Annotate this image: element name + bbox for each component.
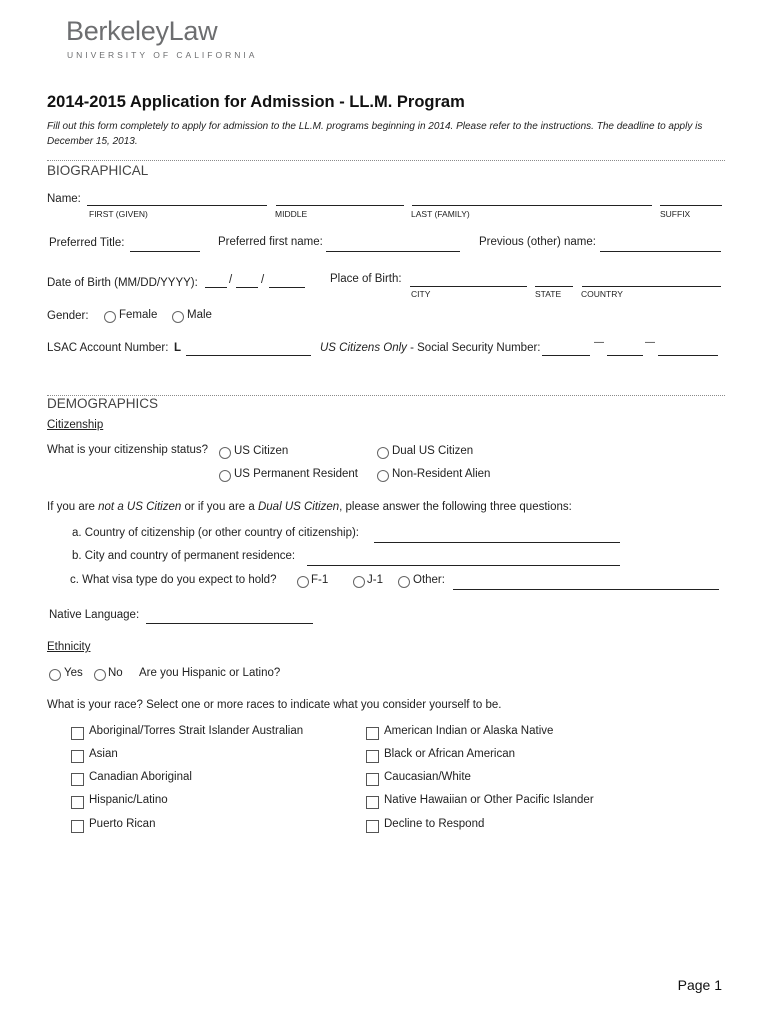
dob-label: Date of Birth (MM/DD/YYYY):: [47, 277, 198, 289]
lsac-number-field[interactable]: [186, 355, 311, 356]
permanent-residence-field[interactable]: [307, 565, 620, 566]
birth-state-field[interactable]: [535, 286, 573, 287]
ethnicity-question: Are you Hispanic or Latino?: [139, 667, 281, 679]
preferred-title-field[interactable]: [130, 251, 200, 252]
gender-label: Gender:: [47, 310, 89, 322]
preferred-first-name-field[interactable]: [326, 251, 460, 252]
race-option-label: Black or African American: [384, 748, 516, 760]
ethnicity-no-label: No: [108, 667, 123, 679]
race-checkbox[interactable]: [366, 796, 379, 809]
birth-city-caption: CITY: [411, 289, 431, 299]
native-language-label: Native Language:: [49, 609, 140, 621]
us-citizen-label: US Citizen: [234, 445, 289, 457]
us-permanent-resident-label: US Permanent Resident: [234, 468, 359, 480]
visa-other-label: Other:: [413, 574, 445, 586]
native-language-field[interactable]: [146, 623, 313, 624]
cond-text: or if you are a: [181, 501, 258, 513]
page-number: Page 1: [677, 977, 722, 993]
race-checkbox[interactable]: [71, 820, 84, 833]
ethnicity-yes-radio[interactable]: [49, 669, 61, 681]
ssn-italic-text: US Citizens Only: [320, 342, 407, 354]
citizenship-question: What is your citizenship status?: [47, 444, 209, 456]
gender-male-radio[interactable]: [172, 311, 184, 323]
race-option-label: Native Hawaiian or Other Pacific Islander: [384, 794, 594, 806]
visa-other-field[interactable]: [453, 589, 719, 590]
race-option-label: Decline to Respond: [384, 818, 485, 830]
non-resident-alien-label: Non-Resident Alien: [392, 468, 491, 480]
dob-day-field[interactable]: [236, 287, 258, 288]
preferred-first-name-label: Preferred first name:: [218, 236, 323, 248]
conditional-instructions: [47, 501, 572, 513]
visa-j1-radio[interactable]: [353, 576, 365, 588]
race-question: What is your race? Select one or more races to indicate what you consider yourself to be.: [47, 699, 502, 711]
race-checkbox[interactable]: [71, 773, 84, 786]
race-checkbox[interactable]: [71, 796, 84, 809]
dual-us-citizen-label: Dual US Citizen: [392, 445, 474, 457]
middle-name-caption: MIDDLE: [275, 209, 308, 219]
dual-us-citizen-radio[interactable]: [377, 447, 389, 459]
first-name-caption: FIRST (GIVEN): [89, 209, 148, 219]
birth-country-field[interactable]: [582, 286, 721, 287]
race-checkbox[interactable]: [366, 820, 379, 833]
birth-city-field[interactable]: [410, 286, 527, 287]
question-a-label: a. Country of citizenship (or other country of citizenship):: [72, 527, 359, 539]
first-name-field[interactable]: [87, 205, 267, 206]
visa-f1-label: F-1: [311, 574, 329, 586]
gender-female-label: Female: [119, 309, 158, 321]
lsac-prefix: L: [174, 342, 182, 354]
cond-text: If you are: [47, 501, 99, 513]
visa-f1-radio[interactable]: [297, 576, 309, 588]
race-checkbox[interactable]: [366, 727, 379, 740]
lsac-label: LSAC Account Number:: [47, 342, 169, 354]
ethnicity-no-radio[interactable]: [94, 669, 106, 681]
ssn-dash: —: [594, 337, 604, 348]
previous-name-field[interactable]: [600, 251, 721, 252]
gender-male-label: Male: [187, 309, 212, 321]
dob-separator: /: [229, 274, 233, 286]
preferred-title-label: Preferred Title:: [49, 237, 125, 249]
ssn-part2-field[interactable]: [607, 355, 643, 356]
race-checkbox[interactable]: [71, 727, 84, 740]
ssn-part1-field[interactable]: [542, 355, 590, 356]
us-permanent-resident-radio[interactable]: [219, 470, 231, 482]
ssn-label-text: - Social Security Number:: [406, 342, 541, 354]
ssn-dash: —: [645, 337, 655, 348]
us-citizen-radio[interactable]: [219, 447, 231, 459]
name-label: Name:: [47, 193, 81, 205]
visa-other-radio[interactable]: [398, 576, 410, 588]
page-title: 2014-2015 Application for Admission - LL.M. Program: [47, 93, 465, 111]
cond-text: , please answer the following three questions:: [339, 501, 572, 513]
race-option-label: Puerto Rican: [89, 818, 156, 830]
ssn-label: [320, 342, 541, 354]
birth-country-caption: COUNTRY: [581, 289, 623, 299]
last-name-caption: LAST (FAMILY): [411, 209, 470, 219]
dob-separator: /: [261, 274, 265, 286]
race-option-label: Caucasian/White: [384, 771, 471, 783]
dob-year-field[interactable]: [269, 287, 305, 288]
birth-state-caption: STATE: [535, 289, 562, 299]
race-option-label: Aboriginal/Torres Strait Islander Australian: [89, 725, 304, 737]
section-heading-biographical: BIOGRAPHICAL: [47, 163, 149, 178]
country-of-citizenship-field[interactable]: [374, 542, 620, 543]
intro-text: Fill out this form completely to apply for admission to the LL.M. programs beginning in 2014. Please refer to the instructions. The deadline to apply is December 15, 2013.: [47, 121, 703, 147]
non-resident-alien-radio[interactable]: [377, 470, 389, 482]
ethnicity-yes-label: Yes: [64, 667, 83, 679]
question-b-label: b. City and country of permanent residence:: [72, 550, 296, 562]
race-option-label: American Indian or Alaska Native: [384, 725, 554, 737]
race-option-label: Canadian Aboriginal: [89, 771, 192, 783]
gender-female-radio[interactable]: [104, 311, 116, 323]
race-checkbox[interactable]: [366, 773, 379, 786]
last-name-field[interactable]: [412, 205, 652, 206]
cond-italic: not a US Citizen: [98, 501, 182, 513]
question-c-label: c. What visa type do you expect to hold?: [70, 574, 277, 586]
section-divider: [47, 160, 725, 161]
dob-month-field[interactable]: [205, 287, 227, 288]
place-of-birth-label: Place of Birth:: [330, 273, 402, 285]
visa-j1-label: J-1: [367, 574, 383, 586]
ethnicity-heading: Ethnicity: [47, 641, 91, 653]
logo-subtitle: UNIVERSITY OF CALIFORNIA: [67, 50, 258, 60]
previous-name-label: Previous (other) name:: [479, 236, 596, 248]
suffix-field[interactable]: [660, 205, 722, 206]
cond-italic: Dual US Citizen: [257, 501, 340, 513]
citizenship-heading: Citizenship: [47, 419, 104, 431]
section-heading-demographics: DEMOGRAPHICS: [47, 396, 159, 411]
race-option-label: Hispanic/Latino: [89, 794, 168, 806]
race-checkbox[interactable]: [71, 750, 84, 763]
race-checkbox[interactable]: [366, 750, 379, 763]
ssn-part3-field[interactable]: [658, 355, 718, 356]
race-option-label: Asian: [89, 748, 118, 760]
middle-name-field[interactable]: [276, 205, 404, 206]
berkeley-law-logo: BerkeleyLaw: [66, 16, 218, 46]
suffix-caption: SUFFIX: [660, 209, 691, 219]
